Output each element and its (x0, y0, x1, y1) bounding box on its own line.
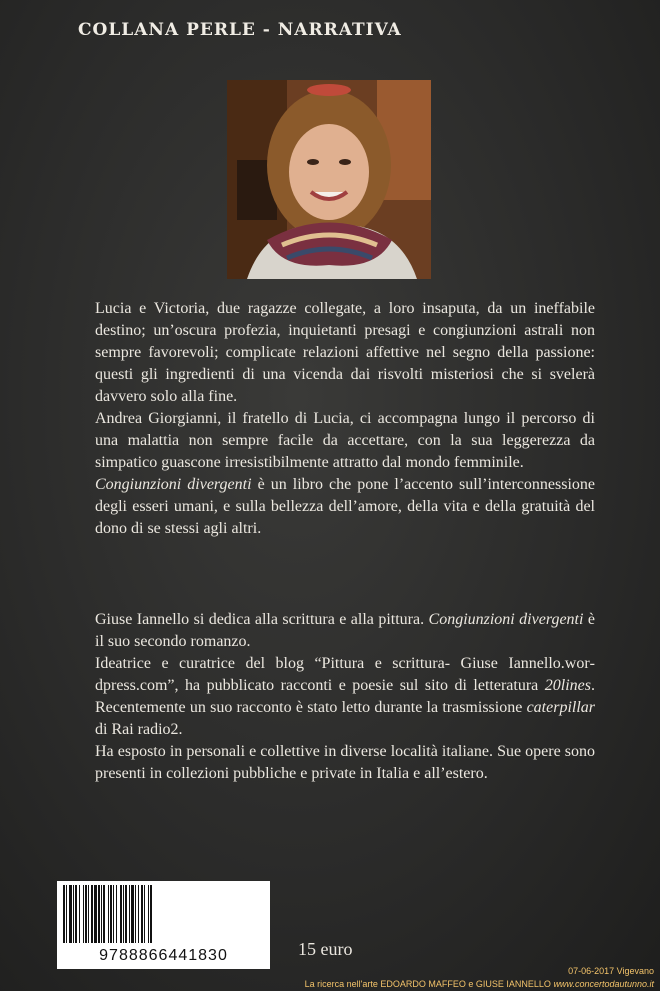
bio-p2-mid: . Recentemente un suo racconto è stato letto durante la trasmissione (95, 677, 595, 716)
barcode-stripe (152, 885, 153, 943)
barcode (57, 881, 270, 969)
bio-p1-end: è il suo secondo romanzo. (95, 611, 595, 650)
synopsis-paragraph-3-text: è un libro che pone l’accento sull’interconnessione degli esseri umani, e sulla bellezza dell’amore, della vita e della gratuità del dono di se stessi agli altri. (95, 476, 595, 537)
series-title: COLLANA PERLE - NARRATIVA (78, 20, 402, 40)
book-title: Congiunzioni divergenti (95, 476, 252, 493)
caption-date: 07-06-2017 Vigevano (568, 966, 654, 976)
caption-line (305, 979, 654, 989)
bio-show-name: caterpillar (526, 699, 595, 716)
author-portrait (227, 80, 431, 279)
bio-paragraph-2 (95, 653, 595, 741)
price: 15 euro (298, 939, 353, 959)
synopsis (95, 298, 595, 540)
barcode-bars (63, 885, 264, 943)
synopsis-paragraph-1: Lucia e Victoria, due ragazze collegate, a loro insaputa, da un ineffabile destino; un’oscura profezia, inquietanti presagi e congiunzioni astrali non sempre favorevoli; complicate relazioni affettive nel segno della passione: questi gli ingredienti di una vicenda dai risvolti misteriosi che si svelerà davvero solo alla fine. (95, 300, 595, 405)
isbn-number: 9788866441830 (99, 947, 228, 964)
bio-p2-start: Ideatrice e curatrice del blog “Pittura e scrittura- Giuse Iannello.wordpress.com”, ha pubblicato racconti e poesie sul sito di letteratura (95, 655, 595, 694)
bio-paragraph-3: Ha esposto in personali e collettive in diverse località italiane. Sue opere sono presenti in collezioni pubbliche e private in Italia e all’estero. (95, 743, 595, 782)
caption-text: La ricerca nell'arte EDOARDO MAFFEO e GIUSE IANNELLO (304, 979, 554, 989)
bio-book-title: Congiunzioni divergenti (428, 611, 584, 628)
synopsis-paragraph-3 (95, 474, 595, 540)
author-bio (95, 609, 595, 785)
bio-p2-end: di Rai radio2. (95, 721, 183, 738)
bio-site-name: 20lines (544, 677, 591, 694)
bio-paragraph-1 (95, 609, 595, 653)
bio-p1-start: Giuse Iannello si dedica alla scrittura e alla pittura. (95, 611, 429, 628)
caption-site: www.concertodautunno.it (553, 979, 654, 989)
synopsis-paragraph-2: Andrea Giorgianni, il fratello di Lucia, ci accompagna lungo il percorso di una malattia non sempre facile da accettare, con la sua leggerezza da simpatico guascone irresistibilmente attratto dal mondo femminile. (95, 410, 595, 471)
